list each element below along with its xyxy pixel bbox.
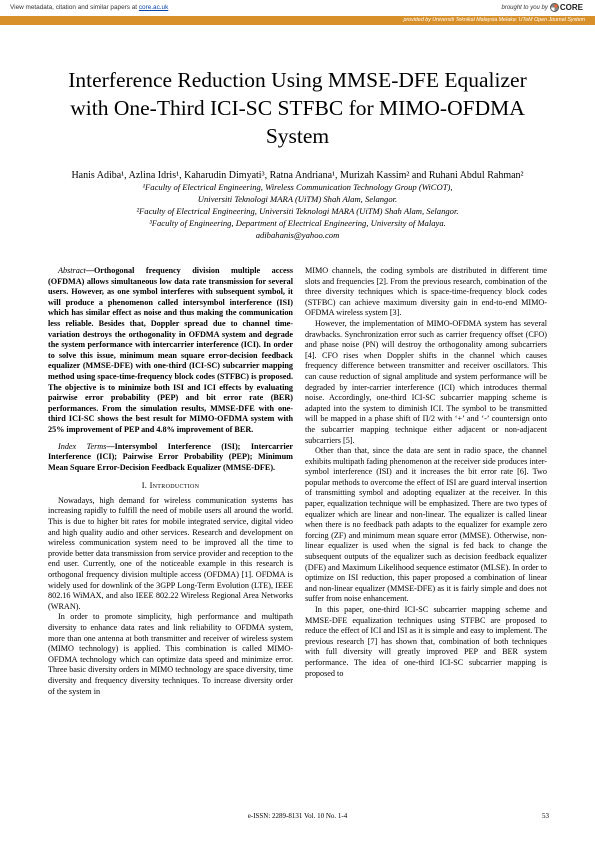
affiliation-line: ²Faculty of Electrical Engineering, Universiti Teknologi MARA (UiTM) Shah Alam, Selangor. (136, 206, 459, 216)
affiliation-line: ¹Faculty of Electrical Engineering, Wireless Communication Technology Group (WiCOT), (142, 182, 453, 192)
index-terms-lead: Index Terms (58, 441, 107, 451)
core-logo-text: CORE (559, 3, 583, 12)
section-title: Introduction (149, 481, 200, 491)
body-paragraph: Other than that, since the data are sent in radio space, the channel exhibits multipath fading phenomenon at the receiver side produces inter-symbol interference (ISI) and it increases the bit error rate [6]. Two popular methods to overcome the effect of ISI are guard interval insertion of transmitting symbol and adopting equalizer at the receiver. In this paper, equalization technique will be emphasized. There are two types of equalizer which are linear and non-linear. The equalizer is called linear when there is no feedback path adapts to the equalizer for example zero forcing (ZF) and minimum mean square error (MMSE). Otherwise, non-linear equalizer is used when the signal is fed back to change the subsequent outputs of the equalizer such as decision feedback equalizer (DFE) and Maximum Likelihood sequence estimator (MLSE). In order to optimize on ISI reduction, this paper proposed a combination of linear and non-linear equalizer (MMSE-DFE) as it is fairly simple and does not suffer from noise enhancement. (305, 446, 547, 604)
core-metadata-notice (10, 4, 168, 11)
affiliation-line: ³Faculty of Engineering, Department of Electrical Engineering, University of Malaya. (149, 218, 446, 228)
paper-title: Interference Reduction Using MMSE-DFE Equalizer with One-Third ICI-SC STFBC for MIMO-OFDMA System (68, 68, 527, 148)
left-column (48, 266, 293, 697)
right-column (305, 266, 547, 679)
core-logo-icon (550, 3, 559, 12)
provider-banner (0, 16, 595, 25)
provider-banner-text: provided by Universiti Teknikal Malaysia Melaka: UTeM Open Journal System (403, 17, 585, 23)
abstract-lead: Abstract (58, 266, 86, 275)
body-paragraph: However, the implementation of MIMO-OFDMA system has several drawbacks. Synchronization error such as carrier frequency offset (CFO) and phase noise (PN) will destroy the orthogonality among subcarriers [4]. CFO rises when Doppler shifts in the channel which causes frequency difference between transmitter and receiver oscillators. This can cause reduction of signal amplitude and system performance will be degraded by inter-carrier interference (ICI) which introduces thermal noise. Accordingly, one-third ICI-SC subcarrier mapping scheme is adapted into the system to diminish ICI. The symbol to be transmitted will be mapped in a phase shift of Π/2 with ‘+’ and ‘-’ countersign onto the subcarrier mapping technique either adjacent or non-adjacent subcarriers [5]. (305, 318, 547, 445)
index-terms (48, 442, 293, 474)
body-paragraph: In order to promote simplicity, high performance and multipath diversity to enhance data rates and link reliability to OFDMA system, more than one antenna at both transmitter and receiver of wireless system (MIMO technology) is applied. This combination is called MIMO-OFDMA technology which can optimize data speed and minimize error. Three basic diversity orders in MIMO technology are space diversity, time diversity and frequency diversity techniques. To increase diversity order of the system in (48, 612, 293, 696)
section-heading (48, 481, 293, 492)
metadata-text: View metadata, citation and similar papers at (10, 4, 139, 11)
brought-by-text: brought to you by (501, 4, 548, 11)
core-link[interactable]: core.ac.uk (138, 4, 169, 11)
abstract (48, 266, 293, 436)
index-terms-body: —Intersymbol Interference (ISI); Intercarrier Interference (ICI); Pairwise Error Probability (PEP); Minimum Mean Square Error-Decision Feedback Equalizer (MMSE-DFE). (48, 441, 293, 472)
body-paragraph: MIMO channels, the coding symbols are distributed in different time slots and frequencies [2]. From the previous research, combination of the three diversity techniques which is space-time-frequency block codes (STFBC) can achieve maximum diversity gain in end-to-end MIMO-OFDMA wireless system [3]. (305, 266, 547, 318)
journal-issn: e-ISSN: 2289-8131 Vol. 10 No. 1-4 (247, 812, 348, 820)
affiliation-line: Universiti Teknologi MARA (UiTM) Shah Alam, Selangor. (197, 194, 398, 204)
core-branding (502, 3, 584, 12)
body-paragraph: In this paper, one-third ICI-SC subcarrier mapping scheme and MMSE-DFE equalization techniques using STFBC are proposed to reduce the effect of ICI and ISI as it is simple and easy to implement. The previous research [7] has shown that, combination of both techniques with full diversity will greatly improved PEP and BER system performance. The idea of one-third ICI-SC subcarrier mapping is proposed to (305, 605, 547, 678)
author-list: Hanis Adiba¹, Azlina Idris¹, Kaharudin Dimyati³, Ratna Andriana¹, Murizah Kassim² and Ruhani Abdul Rahman² (71, 170, 524, 181)
abstract-body: —Orthogonal frequency division multiple access (OFDMA) allows simultaneous low data rate transmission for several users. However, as one symbol interferes with subsequent symbol, it will produce a phenomenon called intersymbol interference (ISI) which has similar effect as noise and thus making the communication less reliable. Besides that, Doppler spread due to channel time-variation destroys the orthogonality in OFDMA system and degrade the system performance with intercarrier interference (ICI). In order to solve this issue, minimum mean square error-decision feedback equalizer (MMSE-DFE) with one-third (ICI-SC) subcarrier mapping method using space-time-frequency block codes (STFBC) is proposed. The objective is to minimize both ISI and ICI effects by evaluating pairwise error probability (PEP) and bit error rate (BER) performances. From the simulation results, MMSE-DFE with one-third ICI-SC shows the best result for MIMO-OFDMA system with 25% improvement of PEP and 4.8% improvement of BER. (48, 266, 293, 434)
body-paragraph: Nowadays, high demand for wireless communication systems has increasing rapidly to fulfill the need of mobile users all around the world. This is due to higher bit rates for mobile integrated service, digital video and high quality audio and other services. Research and development on wireless communication system need to be improved all the time to provide better data transmission from service provider and reception to the end user. Currently, one of the noticeable example in this research is orthogonal frequency division multiple access (OFDMA) [1]. OFDMA is widely used for downlink of the 3GPP Long-Term Evolution (LTE), IEEE 802.16 WiMAX, and also IEEE 802.22 Wireless Regional Area Networks (WRAN). (48, 495, 293, 611)
core-logo[interactable] (550, 3, 583, 12)
section-number: I. (141, 481, 148, 491)
author-email: adibahanis@yahoo.com (255, 230, 340, 240)
page-number: 53 (542, 812, 549, 820)
